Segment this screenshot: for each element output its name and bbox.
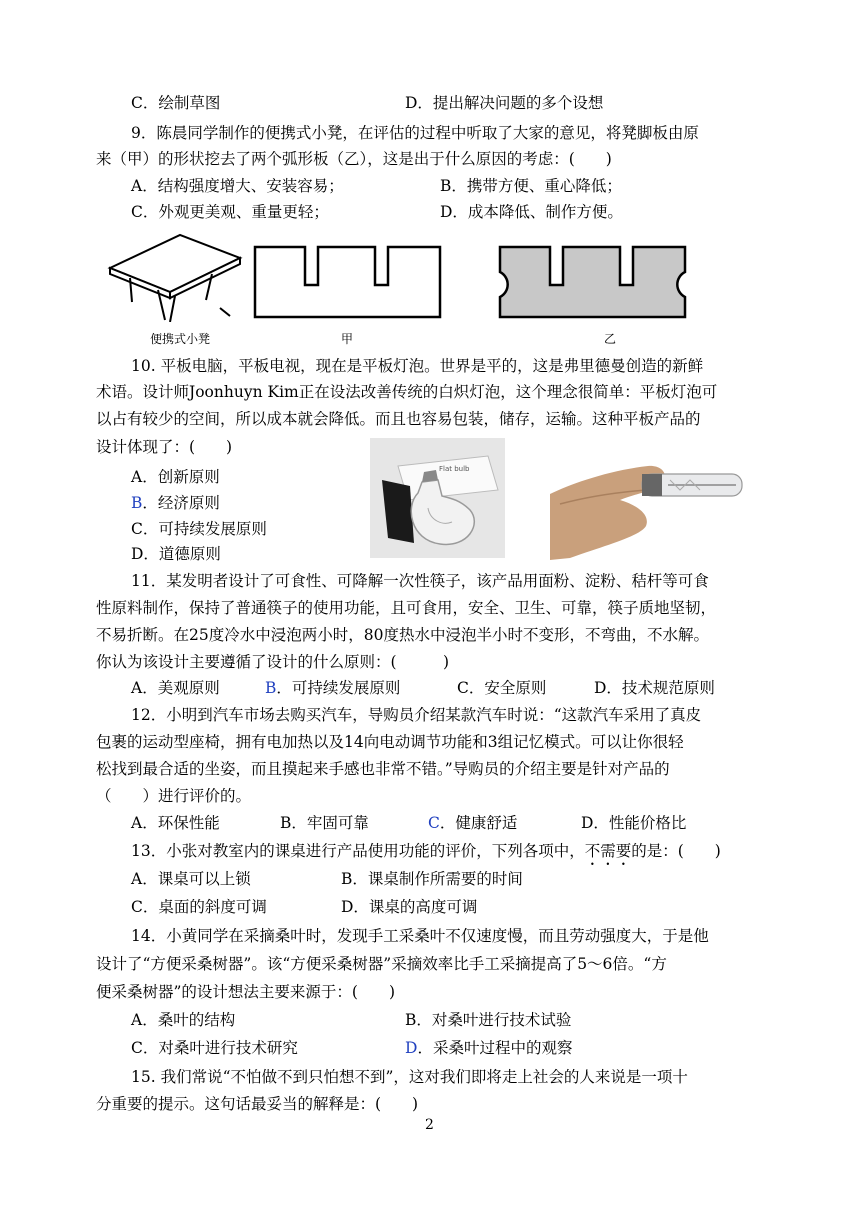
q14-stem-line3: 便采桑树器”的设计想法主要来源于：( ) bbox=[96, 983, 396, 1001]
q12-answer-letter: C bbox=[428, 814, 440, 832]
q12-option-b: B．牢固可靠 bbox=[280, 814, 369, 832]
q8-option-c: C．绘制草图 bbox=[131, 94, 221, 112]
q14-answer-letter: D bbox=[405, 1039, 418, 1057]
q9-option-c: C．外观更美观、重量更轻； bbox=[131, 203, 329, 221]
board-yi bbox=[500, 247, 685, 317]
board-jia bbox=[255, 247, 440, 317]
q12-option-a: A．环保性能 bbox=[131, 814, 220, 832]
q14-option-d-text: ．采桑叶过程中的观察 bbox=[417, 1039, 573, 1057]
q13-stem-pre: 13．小张对教室内的课桌进行产品使用功能的评价，下列各项中， bbox=[131, 842, 585, 860]
q13-stem bbox=[131, 840, 721, 869]
q11-option-a: A．美观原则 bbox=[131, 679, 220, 697]
q9-figures bbox=[100, 230, 750, 322]
q11-option-c: C．安全原则 bbox=[457, 679, 547, 697]
flat-bulb-photo bbox=[370, 438, 505, 558]
stool-drawing bbox=[110, 235, 240, 322]
q13-option-d: D．课桌的高度可调 bbox=[341, 898, 478, 916]
q10-stem-line1: 10. 平板电脑，平板电视，现在是平板灯泡。世界是平的，这是弗里德曼创造的新鲜 bbox=[131, 357, 704, 375]
q8-option-d: D．提出解决问题的多个设想 bbox=[405, 94, 604, 112]
q15-stem-line2: 分重要的提示。这句话最妥当的解释是：( ) bbox=[96, 1095, 419, 1113]
q10-option-d: D．道德原则 bbox=[131, 545, 221, 563]
q13-option-a: A．课桌可以上锁 bbox=[131, 870, 251, 888]
q11-stem-line1: 11．某发明者设计了可食性、可降解一次性筷子，该产品用面粉、淀粉、秸杆等可食 bbox=[131, 572, 709, 590]
flat-bulb-box-text: Flat bulb bbox=[439, 465, 470, 473]
q10-option-a: A．创新原则 bbox=[131, 468, 220, 486]
q9-option-a: A．结构强度增大、安装容易； bbox=[131, 177, 344, 195]
q10-stem-line2: 术语。设计师Joonhuyn Kim正在设法改善传统的白炽灯泡，这个理念很简单：平板灯泡可 bbox=[96, 383, 718, 401]
fig-label-yi: 乙 bbox=[604, 332, 617, 346]
q9-option-d: D．成本降低、制作方便。 bbox=[440, 203, 623, 221]
q9-option-b: B．携带方便、重心降低； bbox=[440, 177, 622, 195]
q11-option-d: D．技术规范原则 bbox=[594, 679, 715, 697]
q11-stem-line4: 你认为该设计主要遵循了设计的什么原则：( ) bbox=[96, 653, 450, 671]
q11-option-b-text: ．可持续发展原则 bbox=[276, 679, 401, 697]
q10-option-c: C．可持续发展原则 bbox=[131, 520, 267, 538]
q11-stem-line2: 性原料制作，保持了普通筷子的使用功能，且可食用，安全、卫生、可靠，筷子质地坚韧， bbox=[96, 599, 717, 617]
q10-option-b-text: ．经济原则 bbox=[142, 494, 220, 512]
q13-option-b: B．课桌制作所需要的时间 bbox=[341, 870, 523, 888]
q14-option-d bbox=[405, 1037, 572, 1059]
q14-stem-line2: 设计了“方便采桑树器”。该“方便采桑树器”采摘效率比手工采摘提高了5～6倍。“方 bbox=[96, 955, 667, 973]
q10-answer-letter: B bbox=[131, 494, 143, 512]
q12-option-c bbox=[428, 812, 517, 834]
q15-stem-line1: 15. 我们常说“不怕做不到只怕想不到”，这对我们即将走上社会的人来说是一项十 bbox=[131, 1068, 688, 1086]
q13-stem-emphasis: 不需要 bbox=[584, 842, 632, 860]
q11-answer-letter: B bbox=[265, 679, 277, 697]
q11-option-b bbox=[265, 677, 400, 699]
q14-option-a: A．桑叶的结构 bbox=[131, 1011, 236, 1029]
fig-label-jia: 甲 bbox=[341, 332, 354, 346]
flat-bulb-hand-photo bbox=[550, 444, 745, 560]
q14-option-c: C．对桑叶进行技术研究 bbox=[131, 1039, 298, 1057]
fig-label-stool: 便携式小凳 bbox=[150, 332, 211, 346]
q14-stem-line1: 14．小黄同学在采摘桑叶时，发现手工采桑叶不仅速度慢，而且劳动强度大，于是他 bbox=[131, 927, 709, 945]
q12-stem-line1: 12．小明到汽车市场去购买汽车，导购员介绍某款汽车时说：“这款汽车采用了真皮 bbox=[131, 706, 702, 724]
q13-option-c: C．桌面的斜度可调 bbox=[131, 898, 267, 916]
q12-stem-line3: 松找到最合适的坐姿，而且摸起来手感也非常不错。”导购员的介绍主要是针对产品的 bbox=[96, 760, 670, 778]
q9-stem-line2: 来（甲）的形状挖去了两个弧形板（乙），这是出于什么原因的考虑：( ) bbox=[96, 150, 612, 168]
q11-stem-line3: 不易折断。在25度冷水中浸泡两小时，80度热水中浸泡半小时不变形，不弯曲，不水解。 bbox=[96, 626, 709, 644]
q12-stem-line2: 包裹的运动型座椅，拥有电加热以及14向电动调节功能和3组记忆模式。可以让你很轻 bbox=[96, 733, 684, 751]
q13-stem-post: 的是：( ) bbox=[631, 842, 721, 860]
q10-stem-line3: 以占有较少的空间，所以成本就会降低。而且也容易包装，储存，运输。这种平板产品的 bbox=[96, 410, 701, 428]
q10-stem-line4: 设计体现了：( ) bbox=[96, 438, 233, 456]
q14-option-b: B．对桑叶进行技术试验 bbox=[405, 1011, 572, 1029]
page-number: 2 bbox=[425, 1117, 434, 1133]
q9-stem-line1: 9．陈晨同学制作的便携式小凳，在评估的过程中听取了大家的意见，将凳脚板由原 bbox=[131, 124, 699, 142]
q12-option-c-text: ．健康舒适 bbox=[439, 814, 518, 832]
q12-stem-line4: （ ）进行评价的。 bbox=[96, 787, 252, 805]
q10-option-b bbox=[131, 492, 220, 514]
q12-option-d: D．性能价格比 bbox=[581, 814, 687, 832]
